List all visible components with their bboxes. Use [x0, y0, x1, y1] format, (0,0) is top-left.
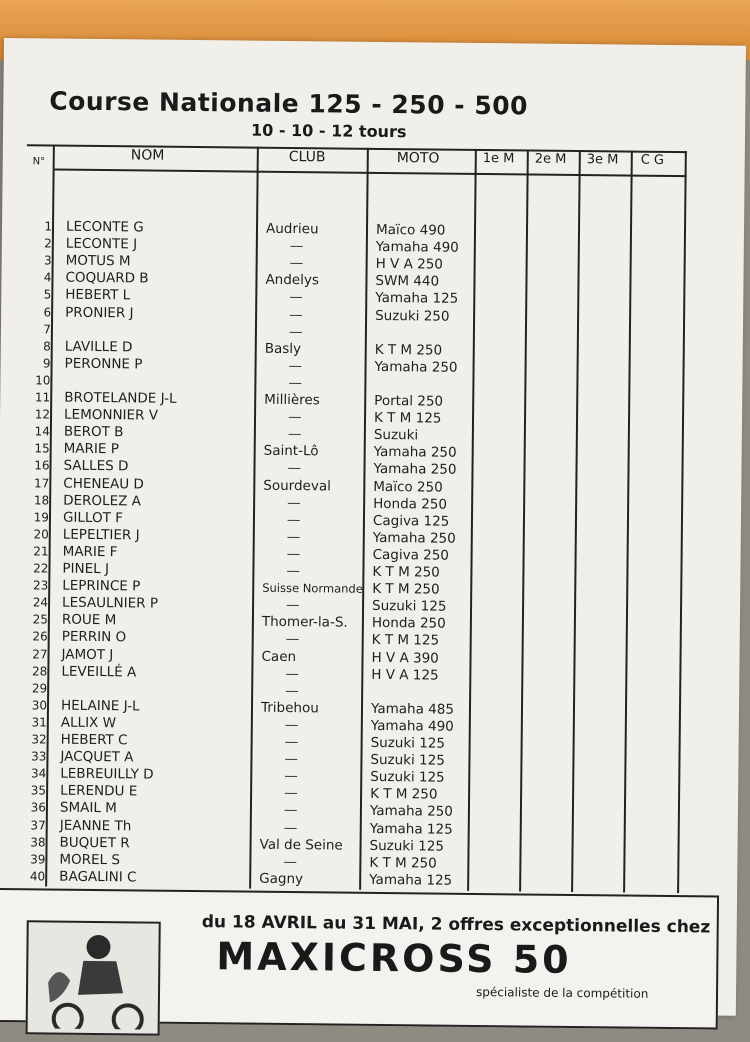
rider-motorcycle: K T M 125 — [373, 409, 442, 427]
rider-name: HEBERT C — [60, 731, 128, 749]
rider-motorcycle: K T M 250 — [369, 854, 437, 872]
rider-club: — — [289, 306, 303, 323]
motocross-rider-icon — [28, 922, 155, 1029]
rider-club: Tribehou — [260, 699, 319, 717]
rider-club: Sourdeval — [263, 477, 332, 494]
header-m2: 2e M — [534, 151, 567, 167]
entry-number: 31 — [31, 715, 47, 730]
entry-number: 10 — [35, 373, 51, 388]
rider-name: JEANNE Th — [59, 817, 132, 834]
rider-club: — — [285, 631, 300, 648]
program-page — [0, 38, 746, 1016]
rider-name: LAVILLE D — [64, 338, 133, 356]
rider-motorcycle: Portal 250 — [374, 392, 444, 410]
rider-club: — — [284, 733, 299, 751]
header-num: N° — [32, 156, 46, 168]
rider-name: JACQUET A — [60, 748, 134, 766]
header-cg: C G — [640, 152, 665, 168]
rider-club: Saint-Lô — [263, 443, 319, 460]
rider-club: Thomer-la-S. — [261, 614, 348, 631]
rider-name: JAMOT J — [61, 646, 114, 663]
rider-name: LECONTE G — [65, 218, 144, 236]
entry-number: 34 — [30, 766, 47, 781]
rider-motorcycle: Yamaha 490 — [375, 238, 459, 256]
rider-motorcycle: SWM 440 — [375, 273, 440, 290]
rider-motorcycle: Yamaha 125 — [369, 871, 453, 889]
rider-motorcycle: K T M 250 — [374, 341, 443, 359]
rider-name: GILLOT F — [62, 509, 124, 526]
rider-club: — — [289, 238, 304, 255]
rider-name: LECONTE J — [65, 235, 138, 253]
rider-motorcycle: K T M 125 — [371, 632, 440, 649]
header-m1: 1e M — [482, 151, 515, 167]
entry-number: 23 — [32, 578, 49, 593]
header-nom: NOM — [130, 147, 165, 164]
header-club: CLUB — [288, 148, 326, 166]
rider-motorcycle: H V A 125 — [371, 666, 439, 684]
rider-club: — — [285, 597, 300, 614]
rider-motorcycle: Cagiva 250 — [372, 546, 450, 564]
rider-club: — — [287, 426, 302, 443]
entry-number: 38 — [30, 834, 46, 850]
rider-name: LESAULNIER P — [62, 594, 159, 612]
rider-name: ROUE M — [61, 611, 117, 629]
rider-motorcycle: Suzuki 125 — [370, 734, 446, 752]
rider-name: SALLES D — [63, 458, 129, 475]
rider-club: — — [288, 357, 303, 374]
rider-motorcycle: Yamaha 250 — [373, 461, 457, 479]
entry-number: 33 — [31, 749, 47, 764]
rider-motorcycle: K T M 250 — [370, 786, 438, 803]
entry-number: 37 — [30, 817, 46, 832]
rider-club: Audrieu — [265, 220, 319, 238]
rider-club: Andelys — [265, 272, 320, 289]
rider-name: MOTUS M — [65, 252, 131, 270]
rider-motorcycle: Yamaha 250 — [374, 358, 458, 376]
rider-motorcycle: K T M 250 — [372, 580, 440, 598]
rider-name: PERRIN O — [61, 629, 127, 646]
rider-motorcycle: Maïco 250 — [373, 478, 443, 496]
rider-club: — — [286, 545, 301, 563]
rider-club: Basly — [264, 340, 302, 357]
entry-number: 18 — [33, 492, 50, 508]
entry-number: 25 — [32, 612, 48, 627]
entry-number: 30 — [31, 698, 48, 713]
rider-motorcycle: Suzuki 250 — [375, 307, 450, 325]
rider-club: — — [286, 562, 301, 580]
entry-number: 27 — [32, 646, 48, 661]
rider-name: BUQUET R — [59, 834, 130, 851]
rider-motorcycle: Yamaha 490 — [370, 717, 454, 735]
rider-club: — — [288, 374, 302, 392]
rider-club: — — [289, 289, 303, 306]
rider-club: — — [287, 460, 302, 477]
rider-name: COQUARD B — [65, 269, 149, 287]
entry-number: 1 — [44, 219, 53, 234]
rider-motorcycle: Yamaha 250 — [372, 529, 456, 547]
entry-number: 29 — [31, 681, 48, 696]
rider-club: — — [287, 409, 302, 426]
rider-club: — — [283, 802, 298, 819]
results-table — [0, 38, 746, 1016]
entry-number: 15 — [34, 441, 50, 456]
rider-motorcycle: Suzuki 125 — [369, 837, 445, 855]
rider-club: Millières — [264, 391, 320, 409]
rider-club: — — [286, 511, 301, 528]
rider-club: — — [283, 853, 297, 870]
rider-motorcycle: Cagiva 125 — [372, 512, 450, 530]
rider-name: LEVEILLÉ A — [61, 663, 137, 681]
entry-number: 28 — [32, 663, 48, 679]
rider-motorcycle: Suzuki 125 — [370, 769, 445, 786]
rider-motorcycle: Yamaha 125 — [369, 820, 453, 838]
entry-number: 2 — [44, 236, 52, 251]
entry-number: 26 — [32, 629, 48, 644]
rider-name: HEBERT L — [65, 287, 131, 304]
rider-name: PERONNE P — [64, 355, 143, 373]
entry-number: 6 — [43, 304, 52, 320]
entry-number: 11 — [34, 390, 51, 405]
rider-name: SMAIL M — [59, 800, 117, 817]
rider-name: PINEL J — [62, 560, 110, 578]
rider-motorcycle: H V A 390 — [371, 649, 439, 667]
rider-name: ALLIX W — [60, 714, 117, 732]
entry-number: 17 — [33, 475, 50, 490]
rider-name: LEMONNIER V — [63, 406, 159, 424]
rider-club: — — [287, 494, 301, 511]
rider-name: MARIE P — [63, 440, 119, 458]
rider-name: MOREL S — [59, 851, 121, 868]
rider-name: LEPRINCE P — [62, 577, 141, 595]
entry-number: 22 — [33, 561, 49, 576]
rider-motorcycle: Yamaha 250 — [373, 444, 457, 462]
entry-number: 4 — [43, 270, 52, 285]
rider-name: LEBREUILLY D — [60, 765, 154, 783]
rider-club: — — [286, 528, 301, 545]
rider-club: — — [283, 819, 298, 836]
rider-name: DEROLEZ A — [63, 492, 142, 510]
rider-motorcycle: Maïco 490 — [375, 221, 446, 239]
entry-number: 20 — [33, 527, 49, 542]
rider-motorcycle: Suzuki — [373, 427, 419, 444]
rider-club: — — [284, 751, 299, 768]
rider-name: LERENDU E — [60, 782, 138, 800]
rider-motorcycle: Honda 250 — [373, 495, 448, 513]
rider-motorcycle: Honda 250 — [371, 615, 446, 632]
rider-club: Val de Seine — [259, 836, 343, 854]
rider-motorcycle: Suzuki 125 — [370, 751, 445, 769]
rider-club: — — [284, 716, 299, 734]
entry-number: 35 — [30, 783, 47, 798]
entry-number: 9 — [42, 356, 51, 371]
rider-name: MARIE F — [62, 543, 118, 561]
entry-number: 21 — [33, 544, 49, 559]
ad-tagline: spécialiste de la compétition — [475, 984, 649, 1001]
entry-number: 40 — [29, 869, 46, 884]
rider-name: LEPELTIER J — [62, 526, 140, 544]
ad-offer-line: du 18 AVRIL au 31 MAI, 2 offres exceptionnelles chez — [201, 912, 711, 938]
table-header-rule — [55, 169, 687, 178]
rider-club: — — [288, 323, 303, 340]
rider-motorcycle: H V A 250 — [375, 256, 443, 273]
rider-name: HELAINE J-L — [60, 697, 140, 715]
entry-number: 14 — [34, 424, 50, 439]
entry-number: 7 — [43, 322, 52, 337]
entry-number: 24 — [32, 595, 49, 610]
rider-illustration — [26, 920, 161, 1035]
rider-name: CHENEAU D — [63, 475, 144, 492]
rider-club: — — [285, 665, 299, 682]
ad-brand: MAXICROSS 50 — [216, 934, 572, 982]
entry-number: 8 — [43, 339, 51, 354]
entry-number: 36 — [30, 800, 47, 815]
rider-club: — — [289, 255, 304, 272]
rider-motorcycle: Yamaha 485 — [370, 700, 455, 718]
rider-club: Suisse Normande — [262, 580, 363, 596]
header-m3: 3e M — [586, 152, 619, 168]
rider-motorcycle: Yamaha 250 — [369, 803, 453, 821]
entry-number: 19 — [33, 510, 50, 525]
header-moto: MOTO — [396, 150, 440, 167]
rider-motorcycle: Suzuki 125 — [371, 598, 447, 615]
rider-name: BAGALINI C — [59, 868, 137, 886]
rider-name: BROTELANDE J-L — [64, 389, 177, 407]
rider-club: — — [285, 682, 299, 699]
entry-number: 32 — [31, 732, 47, 747]
rider-motorcycle: K T M 250 — [372, 563, 440, 581]
rider-motorcycle: Yamaha 125 — [375, 290, 459, 308]
rider-name: BEROT B — [63, 423, 124, 441]
rider-club: — — [284, 768, 298, 785]
page-subtitle: 10 - 10 - 12 tours — [250, 120, 407, 142]
entry-number: 16 — [34, 458, 50, 473]
rider-club: — — [284, 785, 298, 802]
page-title: Course Nationale 125 - 250 - 500 — [49, 86, 529, 121]
entry-number: 12 — [34, 407, 51, 422]
entry-number: 3 — [43, 253, 52, 268]
entry-number: 39 — [30, 852, 46, 867]
rider-club: Gagny — [259, 870, 304, 887]
entry-number: 5 — [43, 287, 52, 302]
advertisement — [0, 888, 719, 1030]
rider-club: Caen — [261, 648, 297, 665]
rider-name: PRONIER J — [65, 304, 134, 321]
